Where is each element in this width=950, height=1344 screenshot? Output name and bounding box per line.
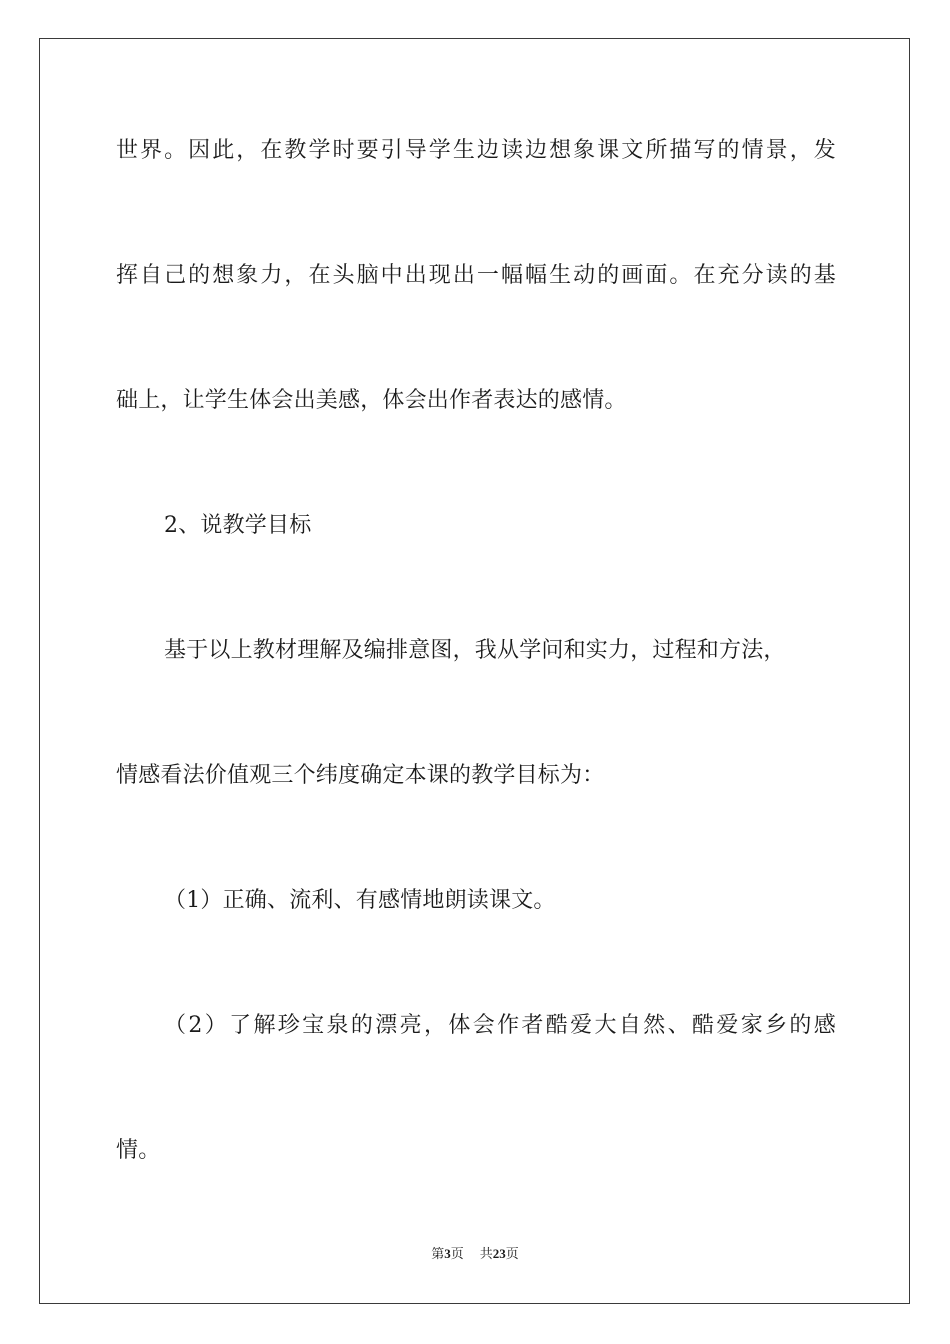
list-item: （2）了解珍宝泉的漂亮，体会作者酷爱大自然、酷爱家乡的感 [164, 1013, 836, 1038]
body-text-line: 情。 [116, 1138, 161, 1163]
section-heading: 2、说教学目标 [164, 513, 312, 538]
body-text-line: 基于以上教材理解及编排意图，我从学问和实力，过程和方法， [164, 638, 786, 663]
total-page-count: 23 [492, 1246, 506, 1261]
current-page-number: 3 [444, 1246, 451, 1261]
page-number-suffix: 页 [450, 1246, 464, 1261]
body-text-line: 情感看法价值观三个纬度确定本课的教学目标为： [116, 763, 605, 788]
total-pages-suffix: 页 [505, 1246, 519, 1261]
page-footer [0, 1245, 950, 1263]
page-border [39, 38, 910, 1304]
total-pages-prefix: 共 [479, 1246, 493, 1261]
list-item: （1）正确、流利、有感情地朗读课文。 [164, 888, 556, 913]
body-text-line: 挥自己的想象力，在头脑中出现出一幅幅生动的画面。在充分读的基 [116, 263, 836, 288]
page-number-prefix: 第 [431, 1246, 445, 1261]
body-text-line: 础上，让学生体会出美感，体会出作者表达的感情。 [116, 388, 627, 413]
body-text-line: 世界。因此，在教学时要引导学生边读边想象课文所描写的情景，发 [116, 138, 836, 163]
